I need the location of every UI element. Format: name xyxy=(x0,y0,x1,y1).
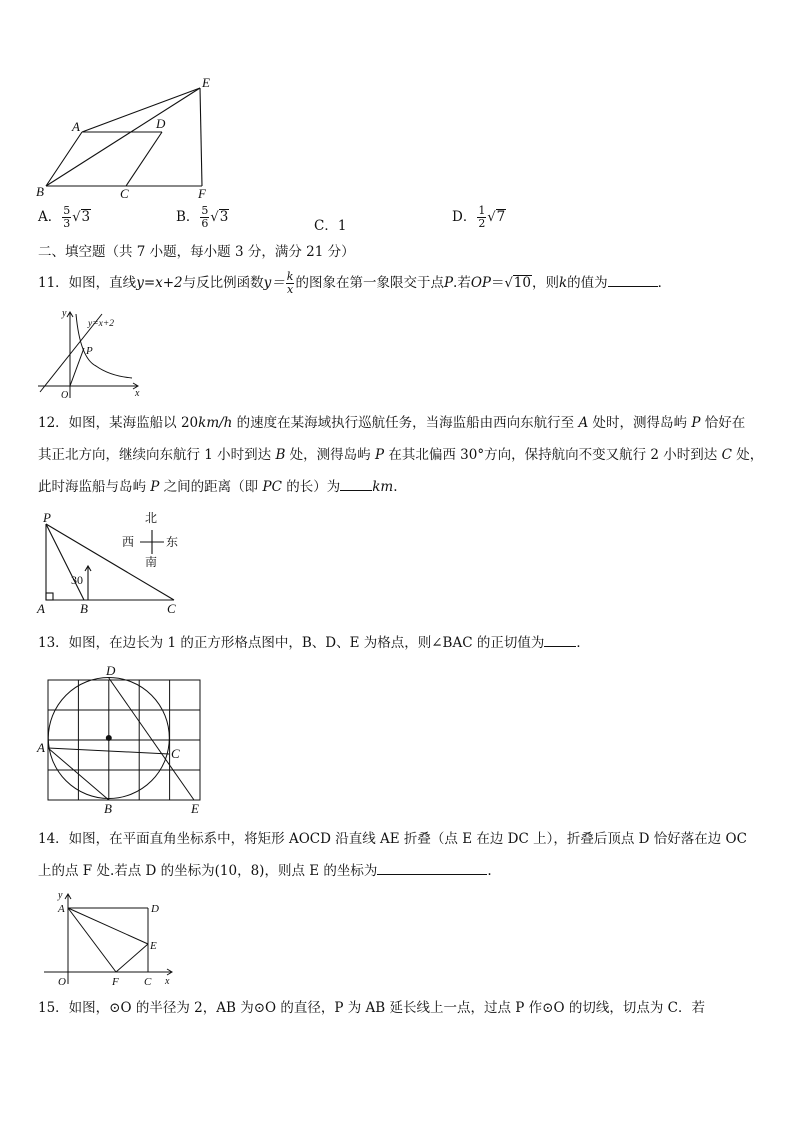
q11-seg: 11．如图，直线 xyxy=(38,275,137,291)
q11-label-line: y=x+2 xyxy=(88,319,115,329)
q13-label-d: D xyxy=(106,663,116,678)
choice-value: 1 xyxy=(337,218,347,234)
q11-seg: OP xyxy=(470,275,491,291)
q15-text: 15．如图，⊙O 的半径为 2，AB 为⊙O 的直径，P 为 AB 延长线上一点，过点 P 作⊙O 的切线，切点为 C．若 xyxy=(38,1000,705,1016)
radical-sign: √ xyxy=(72,210,81,225)
fraction xyxy=(286,271,295,295)
q12-seg: 在其北偏西 30°方向，保持航向不变又航行 2 小时到达 xyxy=(384,447,722,463)
numerator: k xyxy=(286,270,294,284)
q14-label-y: y xyxy=(58,890,63,901)
q12-label-b: B xyxy=(80,601,88,616)
q10-label-c: C xyxy=(120,186,129,201)
q11-seg: P xyxy=(443,275,454,291)
denominator: 2 xyxy=(478,217,486,230)
denominator: 3 xyxy=(63,217,71,230)
q12-compass-east: 东 xyxy=(166,535,179,549)
q10-label-a: A xyxy=(72,119,80,134)
radicand: 7 xyxy=(496,209,506,225)
fraction xyxy=(200,205,209,229)
radical-sign: √ xyxy=(487,210,496,225)
q11-seg: .若 xyxy=(453,275,471,291)
answer-blank[interactable] xyxy=(340,489,372,491)
q12-seg: B xyxy=(275,447,286,463)
q11-label-o: O xyxy=(61,390,69,401)
fraction xyxy=(477,205,486,229)
radicand: 3 xyxy=(219,209,229,225)
answer-blank[interactable] xyxy=(377,873,487,875)
q12-label-angle: 30 xyxy=(71,573,83,587)
q14-line2 xyxy=(38,865,492,879)
q12-seg: 此时海监船与岛屿 xyxy=(38,479,151,495)
q12-seg: 处， xyxy=(731,447,764,463)
choice-letter: C． xyxy=(314,218,338,234)
q11-seg: k xyxy=(558,275,568,291)
q13-label-e: E xyxy=(191,801,199,816)
q12-line2 xyxy=(38,449,763,463)
answer-blank[interactable] xyxy=(608,285,658,287)
q13-seg: 13．如图，在边长为 1 的正方形格点图中，B、D、E 为格点，则∠BAC 的正切值为 xyxy=(38,635,545,651)
q11-seg: y=x+2 xyxy=(136,275,183,291)
q12-seg: 处时，测得岛屿 xyxy=(588,415,692,431)
q12-seg: 恰好在 xyxy=(700,415,746,431)
numerator: 5 xyxy=(63,204,71,218)
q12-line3 xyxy=(38,481,397,495)
q12-figure xyxy=(34,508,194,618)
radical-sign: √ xyxy=(504,276,513,291)
q14-label-d: D xyxy=(151,903,159,915)
denominator: x xyxy=(287,283,294,296)
q11-label-x: x xyxy=(135,388,140,399)
radicand: 3 xyxy=(81,209,91,225)
q14-label-c: C xyxy=(144,976,152,988)
q14-seg: 上的点 F 处.若点 D 的坐标为(10，8)，则点 E 的坐标为 xyxy=(38,863,378,879)
choice-letter: A． xyxy=(38,209,62,225)
choice-letter: B． xyxy=(176,209,200,225)
q11-seg: ，则 xyxy=(531,275,559,291)
q12-diagram xyxy=(34,508,194,618)
q13-label-a: A xyxy=(37,740,45,755)
q12-compass-west: 西 xyxy=(122,535,135,549)
q14-label-f: F xyxy=(112,976,119,988)
q13-seg: ． xyxy=(576,635,590,651)
q12-seg: A xyxy=(578,415,589,431)
q12-seg: . xyxy=(393,479,398,495)
q10-label-f: F xyxy=(198,186,206,201)
q14-label-o: O xyxy=(58,976,66,988)
q14-seg: . xyxy=(487,863,492,879)
q12-compass-south: 南 xyxy=(145,555,158,569)
q10-label-e: E xyxy=(202,75,210,90)
q10-figure xyxy=(34,76,224,202)
q11-text xyxy=(38,270,671,297)
q12-compass-north: 北 xyxy=(145,511,158,525)
radicand: 10 xyxy=(513,275,531,291)
q11-seg: 的值为 xyxy=(567,275,608,291)
q13-figure xyxy=(34,662,210,816)
q12-seg: km xyxy=(372,479,394,495)
q12-seg: PC xyxy=(262,479,282,495)
q14-line1: 14．如图，在平面直角坐标系中，将矩形 AOCD 沿直线 AE 折叠（点 E 在边 DC 上），折叠后顶点 D 恰好落在边 OC xyxy=(38,831,747,847)
q12-seg: P xyxy=(691,415,701,431)
q13-label-c: C xyxy=(171,746,180,761)
q14-label-e: E xyxy=(150,940,157,952)
q12-label-c: C xyxy=(167,601,176,616)
q10-label-d: D xyxy=(156,116,166,131)
q12-seg: km/h xyxy=(198,415,233,431)
q10-diagram xyxy=(34,76,224,202)
q10-label-b: B xyxy=(36,184,44,199)
q12-seg: 12．如图，某海监船以 20 xyxy=(38,415,199,431)
q11-label-y: y xyxy=(62,308,67,319)
numerator: 5 xyxy=(201,204,209,218)
q12-seg: P xyxy=(150,479,160,495)
q10-choice-b[interactable] xyxy=(176,205,229,230)
section-heading: 二、填空题（共 7 小题，每小题 3 分，满分 21 分） xyxy=(38,244,355,260)
q11-graph xyxy=(36,308,148,400)
q12-label-p: P xyxy=(43,510,51,525)
q11-seg: ＝ xyxy=(491,275,505,291)
numerator: 1 xyxy=(478,204,486,218)
choice-letter: D． xyxy=(452,209,477,225)
answer-blank[interactable] xyxy=(544,645,576,647)
q11-seg: ． xyxy=(657,275,672,291)
q10-choice-c[interactable] xyxy=(314,214,346,234)
q13-grid-diagram xyxy=(34,662,210,816)
q12-seg: 处，测得岛屿 xyxy=(285,447,375,463)
fraction xyxy=(62,205,71,229)
q12-seg: 的长）为 xyxy=(281,479,341,495)
q11-label-p: P xyxy=(86,345,93,357)
q12-label-a: A xyxy=(37,601,45,616)
q12-line1 xyxy=(38,417,745,431)
q13-text xyxy=(38,637,590,651)
q13-label-b: B xyxy=(104,801,112,816)
denominator: 6 xyxy=(201,217,209,230)
q14-diagram xyxy=(40,888,180,990)
q14-label-x: x xyxy=(165,976,170,987)
q10-choice-a[interactable] xyxy=(38,205,91,230)
q12-seg: C xyxy=(721,447,732,463)
q12-seg: 之间的距离（即 xyxy=(159,479,263,495)
q12-seg: 的速度在某海域执行巡航任务，当海监船由西向东航行至 xyxy=(232,415,579,431)
q12-seg: P xyxy=(374,447,385,463)
radical-sign: √ xyxy=(210,210,219,225)
q14-label-a: A xyxy=(58,903,65,915)
q11-seg: y＝ xyxy=(263,275,285,291)
q11-figure xyxy=(36,308,148,400)
q11-seg: 与反比例函数 xyxy=(182,275,264,291)
q12-seg: 其正北方向，继续向东航行 1 小时到达 xyxy=(38,447,276,463)
q11-seg: 的图象在第一象限交于点 xyxy=(295,275,444,291)
q10-choice-d[interactable] xyxy=(452,205,506,230)
q14-figure xyxy=(40,888,180,990)
